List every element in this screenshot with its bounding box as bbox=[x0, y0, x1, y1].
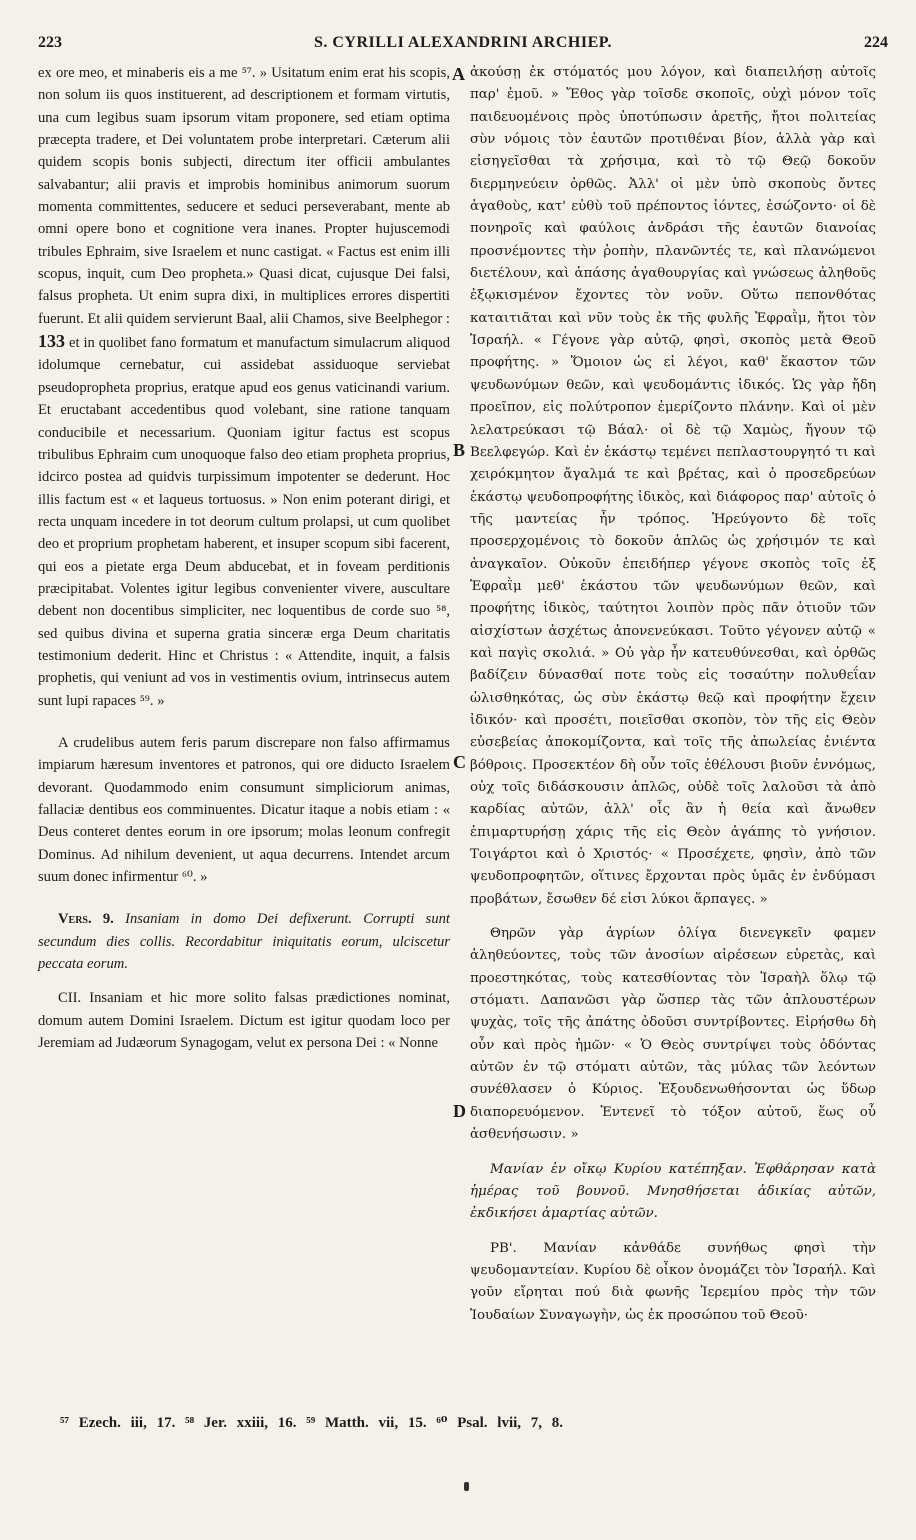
verse-text: Insaniam in domo Dei defixerunt. Corrupti sunt secundum dies collis. Recordabitur iniquitatis eorum, ulciscetur peccata eorum. bbox=[38, 911, 450, 973]
latin-paragraph-2: A crudelibus autem feris parum discrepare non falso affirmamus impiarum hæresum inventores et patronos, qui ore diducto Israelem devorant. Quodammodo enim consumunt simpliciorum animas, fallaciæ dentibus eos comminuentes. Dicatur itaque a nobis etiam : « Deus conteret dentes eorum in ore ipsorum; molas leonum confregit Dominus. Ad nihilum devenient, ut aqua decurrens. Intendet arcum suum donec infirmentur ⁶⁰. » bbox=[38, 734, 450, 886]
greek-paragraph-3: ΡΒ'. Μανίαν κἀνθάδε συνήθως φησὶ τὴν ψευδομαντείαν. Κυρίου δὲ οἶκον ὀνομάζει τὸν Ἰσραήλ. Καὶ γοῦν εἴρηται πού διὰ φωνῆς Ἱερεμίου πρὸς τὴν τῶν Ἰουδαίων Συναγωγὴν, ὡς ἐκ προσώπου τοῦ Θεοῦ· bbox=[470, 1240, 876, 1323]
latin-text-1a: ex ore meo, et minaberis eis a me ⁵⁷. » Usitatum enim erat his scopis, non solum iis quos instituerent, ad descriptionem et formam virtutis, una cum legibus suam ipsorum vitam proponere, sed etiam optima præcepta tradere, et Dei voluntatem probe interpretari. Cæterum alii quidem scopis bonis subjecti, directum iter officii ambulantes salvabantur; alii pravis et improbis hominibus animorum suorum momenta committentes, seducere et seduci perseverabant, mente ab omni opere bono et cognitione vera inanes. Propter hujuscemodi tribules Ephraim, sive Israelem et nunc castigat. « Factus est enim illi scopus, inquit, cum Deo propheta.» Quasi dicat, cujusque Dei falsi, falsus propheta. Ut enim supra dixi, in multiplices errores dispertiti fuerunt. Et alii quidem servierunt Baal, alii Chamos, sive Beelphegor : bbox=[38, 65, 450, 327]
greek-paragraph-1: ἀκούσῃ ἐκ στόματός μου λόγον, καὶ διαπειλήσῃ αὐτοῖς παρ' ἐμοῦ. » Ἔθος γὰρ τοῖσδε σκοποῖς, οὐχὶ μόνον τοῖς παιδευομένοις πρὸς ὑποτύπωσιν ἀρετῆς, ἤτοι πολιτείας σὺν νόμοις τὸν ἑαυτῶν προτιθέναι βίον, ἀλλὰ γὰρ καὶ εἰσηγεῖσθαι τὰ χρήσιμα, καὶ τὸ τῷ Θεῷ δοκοῦν διερμηνεύειν ὀρθῶς. Ἀλλ' οἱ μὲν ὑπὸ σκοποὺς ὄντες ἀγαθοὺς, κατ' εὐθὺ τοῦ πρέποντος ἰόντες, ἐσώζοντο· οἱ δὲ πονηροῖς καὶ φαύλοις ἀνδράσι τῆς ἑαυτῶν διανοίας προσνέμοντες τὴν ῥοπὴν, πλανῶντές τε, καὶ πλανώμενοι διετέλουν, καὶ ἁπάσης ἀγαθουργίας καὶ γνώσεως ἀληθοῦς ἐξῳκισμένον ἔχοντες τὸν νοῦν. Οὕτω πεπονθότας καταιτιᾶται καὶ νῦν τοὺς ἐκ τῆς φυλῆς Ἐφραῒμ, ἤτοι τὸν Ἰσραήλ. « Γέγονε γὰρ αὐτῷ, φησὶ, σκοπὸς μετὰ Θεοῦ προφήτης. » Ὅμοιον ὡς εἰ λέγοι, καθ' ἕκαστον τῶν ψευδωνύμων θεῶν, καὶ ψευδομάντις ἰδικός. Ὡς γὰρ ἤδη προεῖπον, εἰς πολύτροπον ἐμερίζοντο πλάνην. Καὶ οἱ μὲν λελατρεύκασι τῷ Βάαλ· οἱ δὲ τῷ Χαμὼς, ἤγουν τῷ Βεελφεγώρ. Καὶ ἐν ἑκάστῳ τεμένει πεπλαστουργητό τι καὶ χειρόκμητον ἄγαλμά τε καὶ βρέτας, καὶ ὁ προσεδρεύων ἑκάστῳ ψευδοπροφήτης ἰδικὸς, καὶ διάφορος παρ' αὐτοῖς ὁ τῆς μαντείας ἦν τρόπος. Ἠρεύγοντο δὲ τοῖς προσερχομένοις τὸ δοκοῦν ἁπλῶς ὡς χρήσιμόν τε καὶ ἀναγκαῖον. Οὐκοῦν ἐπειδήπερ γέγονε σκοπὸς τοῖς ἐξ Ἐφραῒμ μεθ' ἑκάστου τῶν ψευδωνύμων θεῶν, καὶ προφήτης ἰδικὸς, ταύτητοι λοιπὸν πρὸς πᾶν ὁτιοῦν τῶν αἰσχίστων ἀσχέτως ἀπονενεύκασι. Τοῦτο γέγονεν αὐτῷ « καὶ παγὶς σκολιά. » Οὐ γὰρ ἦν κατευθύνεσθαι, καὶ ὀρθῶς βαδίζειν δύνασθαί ποτε τοὺς εἰς τοσαύτην πολυθεΐαν ὠλισθηκότας, ὡς σὺν ἑκάστῳ θεῷ καὶ προφήτην ἔχειν ἰδικόν· καὶ προσέτι, ποιεῖσθαι σκοπὸν, τὸν τῆς εἰς Θεὸν εὐσεβείας ἀποκομίζοντα, καὶ τοῖς τῆς ἀπωλείας ἐνιέντα βόθροις. Προσεκτέον δὴ οὖν τοῖς ἐθέλουσι βιοῦν ἐννόμως, οὐχ τοῖς διδάσκουσιν ἁπλῶς, οὐδὲ τοῖς λαλοῦσι τὰ ἀπὸ καρδίας αὐτῶν, ἀλλ' οἷς ἂν ἡ θεία καὶ ἄνωθεν ἐπιμαρτυρήσῃ χάρις τῆς εἰς Θεὸν ἀγάπης τὸ γνήσιον. Τοιγάρτοι καὶ ὁ Χριστός· « Προσέχετε, φησὶν, ἀπὸ τῶν ψευδοπροφητῶν, οἵτινες ἔρχονται πρὸς ὑμᾶς ἐν ἐνδύμασι προβάτων, ἔσωθεν δέ εἰσι λύκοι ἅρπαγες. » bbox=[470, 65, 876, 907]
section-marker-d: D bbox=[453, 1101, 466, 1121]
greek-column bbox=[470, 62, 876, 1327]
latin-verse bbox=[38, 908, 450, 975]
latin-column bbox=[38, 62, 450, 1054]
latin-paragraph-1 bbox=[38, 62, 450, 712]
verse-label: Vers. 9. bbox=[58, 911, 114, 928]
section-marker-b: B bbox=[453, 440, 466, 460]
running-title: S. CYRILLI ALEXANDRINI ARCHIEP. bbox=[313, 34, 613, 51]
latin-text-1b: et in quolibet fano formatum et manufactum simulacrum aliquod idolumque cernebatur, cui assidebat assiduoque serviebat pseudopropheta proprius, eratque apud eos genus vaticinandi varium. Et eructabant accedentibus quod volebant, sine ratione tanquam conducibile et necessarium. Quoniam igitur factus est scopus tribulibus Ephraim cum unoquoque falso deo etiam propheta proprius, idcirco postea ad quidvis turpissimum impotenter se dederunt. Hoc illis factum est « et laqueus tortuosus. » Non enim poterant dirigi, et recta unquam incedere in tot deorum cultum prolapsi, ut cum quolibet deo et proprium prophetam haberent, et insuper scopum sibi facerent, qui eos a pietate erga Deum abducebat, et in foveam perditionis præcipitabat. Volentes igitur legibus convenienter vivere, auscultare debent non docentibus simpliciter, nec loquentibus de corde suo ⁵⁸, sed quibus divina et superna gratia sinceræ erga Deum charitatis testimonium dederit. Hinc et Christus : « Attendite, inquit, a falsis prophetis, qui veniunt ad vos in vestimentis ovium, intrinsecus autem sunt lupi rapaces ⁵⁹. » bbox=[38, 335, 450, 709]
section-marker-a: A bbox=[452, 64, 465, 84]
latin-paragraph-3: CII. Insaniam et hic more solito falsas prædictiones nominat, domum autem Domini Israelem. Dictum est igitur quodam loco per Jeremiam ad Judæorum Synagogam, velut ex persona Dei : « Nonne bbox=[38, 990, 450, 1052]
page-number-right: 224 bbox=[864, 34, 888, 51]
page-number-left: 223 bbox=[38, 34, 62, 51]
greek-verse: Μανίαν ἐν οἴκῳ Κυρίου κατέπηξαν. Ἐφθάρησαν κατὰ ἡμέρας τοῦ βουνοῦ. Μνησθήσεται ἀδικίας αὐτῶν, ἐκδικήσει ἁμαρτίας αὐτῶν. bbox=[470, 1161, 876, 1222]
greek-paragraph-2: Θηρῶν γὰρ ἀγρίων ὀλίγα διενεγκεῖν φαμεν ἀληθεύοντες, τοὺς τῶν ἀνοσίων αἱρέσεων εὑρετὰς, καὶ προεστηκότας, τοὺς κατεσθίοντας τὸν Ἰσραὴλ ὅλῳ τῷ στόματι. Δαπανῶσι γὰρ ὥσπερ τὰς τῶν ἁπλουστέρων ψυχὰς, τοῖς τῆς ἀπάτης ὀδοῦσι συντρίβοντες. Εἰρήσθω δὴ οὖν καὶ πρὸς ἡμῶν· « Ὁ Θεὸς συντρίψει τοὺς ὀδόντας αὐτῶν ἐν τῷ στόματι αὐτῶν, τὰς μύλας τῶν λεόντων συνέθλασεν ὁ Κύριος. Ἐξουδενωθήσονται ὡς ὕδωρ διαπορευόμενον. Ἐντενεῖ τὸ τόξον αὐτοῦ, ἕως οὗ ἀσθενήσωσιν. » bbox=[470, 926, 876, 1143]
margin-number-133: 133 bbox=[38, 331, 65, 352]
footnotes: ⁵⁷ Ezech. iii, 17. ⁵⁸ Jer. xxiii, 16. ⁵⁹ Matth. vii, 15. ⁶⁰ Psal. lvii, 7, 8. bbox=[60, 1415, 564, 1431]
section-marker-c: C bbox=[453, 752, 466, 772]
ink-speck bbox=[464, 1482, 469, 1491]
page-header bbox=[38, 34, 888, 60]
